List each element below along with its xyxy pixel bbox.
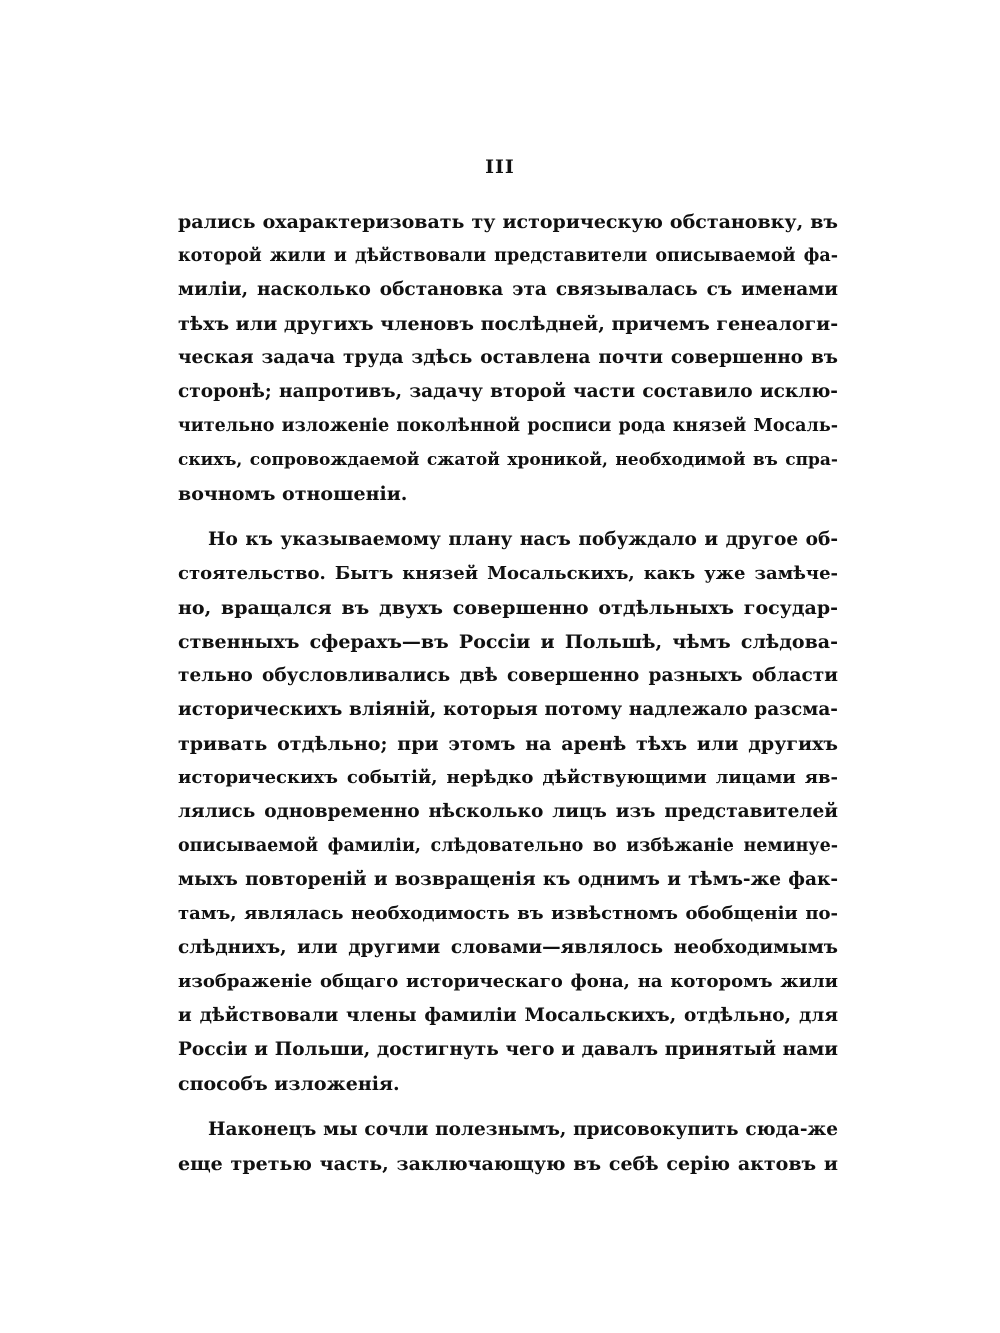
text-line: мыхъ повтореній и возвращенія къ однимъ и тѣмъ-же фак- xyxy=(178,869,838,890)
text-line: вочномъ отношеніи. xyxy=(178,483,408,505)
text-line: которой жили и дѣйствовали представители описываемой фа- xyxy=(178,246,838,266)
text-line: тамъ, являлась необходимость въ извѣстномъ обобщеніи по- xyxy=(178,903,838,924)
text-line: и дѣйствовали члены фамиліи Мосальскихъ, отдѣльно, для xyxy=(178,1005,838,1026)
text-line: ственныхъ сферахъ—въ Россіи и Польшѣ, чѣмъ слѣдова- xyxy=(178,631,838,653)
paragraph-gap xyxy=(178,1101,838,1113)
text-line: Но къ указываемому плану насъ побуждало и другое об- xyxy=(208,529,838,550)
text-line: миліи, насколько обстановка эта связывалась съ именами xyxy=(178,279,838,300)
text-line: историческихъ вліяній, которыя потому надлежало разсма- xyxy=(178,699,838,720)
text-line: тѣхъ или другихъ членовъ послѣдней, причемъ генеалоги- xyxy=(178,313,838,335)
text-line: описываемой фамиліи, слѣдовательно во избѣжаніе неминуе- xyxy=(178,836,838,856)
text-line: Россіи и Польши, достигнуть чего и давалъ принятый нами xyxy=(178,1039,838,1060)
text-line: сторонѣ; напротивъ, задачу второй части составило исклю- xyxy=(178,381,838,402)
paragraph-3 xyxy=(178,1113,838,1181)
text-line: тривать отдѣльно; при этомъ на аренѣ тѣхъ или другихъ xyxy=(178,733,838,755)
paragraph-2 xyxy=(178,523,838,1101)
text-line: тельно обусловливались двѣ совершенно разныхъ области xyxy=(178,665,838,686)
text-line: стоятельство. Бытъ князей Мосальскихъ, какъ уже замѣче- xyxy=(178,563,838,584)
text-line: изображеніе общаго историческаго фона, на которомъ жили xyxy=(178,971,838,992)
body-text xyxy=(178,205,838,1181)
paragraph-1 xyxy=(178,205,838,511)
text-line: рались охарактеризовать ту историческую обстановку, въ xyxy=(178,211,838,233)
paragraph-gap xyxy=(178,511,838,523)
text-line: способъ изложенія. xyxy=(178,1073,400,1095)
text-line: еще третью часть, заключающую въ себѣ серію актовъ и xyxy=(178,1153,838,1175)
text-line: Наконецъ мы сочли полезнымъ, присовокупить сюда-же xyxy=(208,1119,838,1140)
text-line: лялись одновременно нѣсколько лицъ изъ представителей xyxy=(178,801,838,822)
text-line: историческихъ событій, нерѣдко дѣйствующими лицами яв- xyxy=(178,767,838,788)
page-number: III xyxy=(485,156,515,178)
text-line: скихъ, сопровождаемой сжатой хроникой, необходимой въ спра- xyxy=(178,450,838,470)
text-line: чительно изложеніе поколѣнной росписи рода князей Мосаль- xyxy=(178,416,838,436)
text-line: но, вращался въ двухъ совершенно отдѣльныхъ государ- xyxy=(178,597,838,619)
text-line: ческая задача труда здѣсь оставлена почти совершенно въ xyxy=(178,347,838,368)
text-line: слѣднихъ, или другими словами—являлось необходимымъ xyxy=(178,937,838,958)
